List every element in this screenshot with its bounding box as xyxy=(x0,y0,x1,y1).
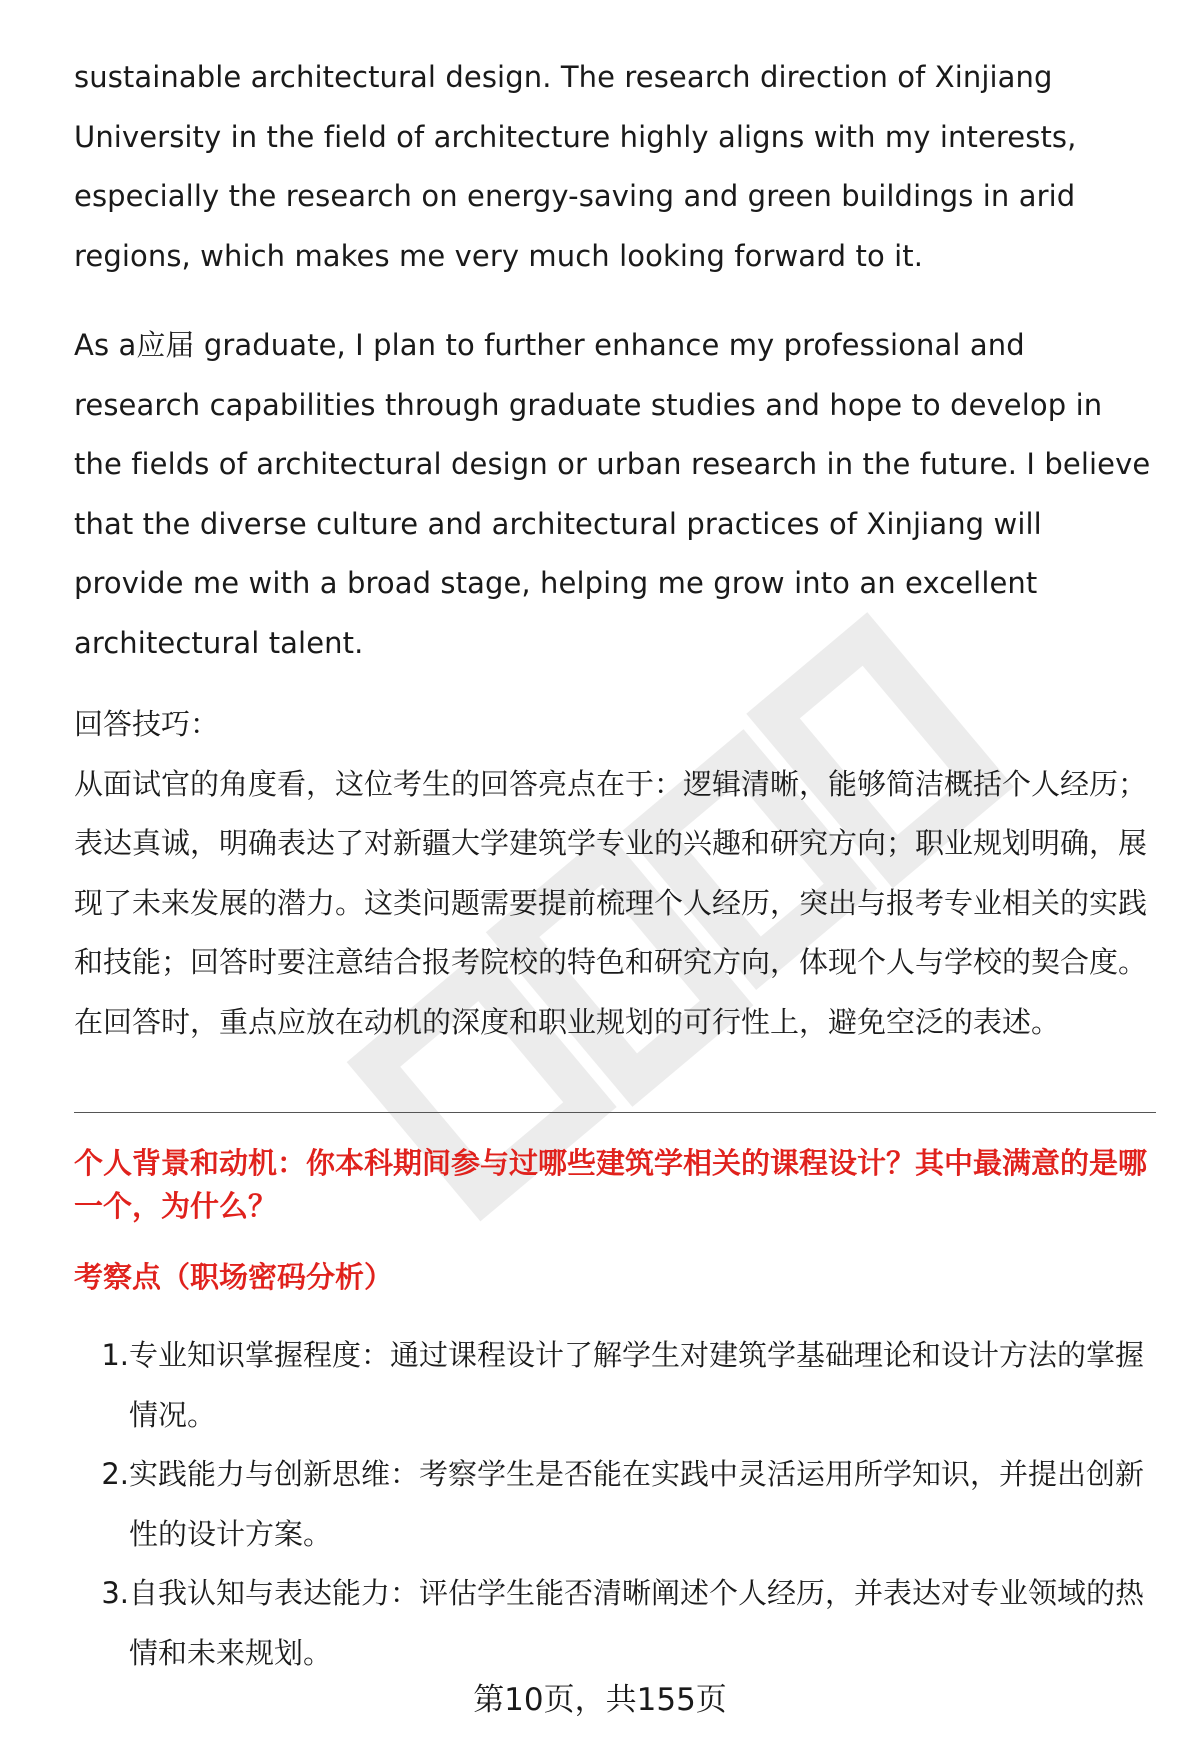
tips-paragraph: 从面试官的角度看，这位考生的回答亮点在于：逻辑清晰，能够简洁概括个人经历；表达真诚，明确表达了对新疆大学建筑学专业的兴趣和研究方向；职业规划明确，展现了未来发展的潜力。这类问题需要提前梳理个人经历，突出与报考专业相关的实践和技能；回答时要注意结合报考院校的特色和研究方向，体现个人与学校的契合度。在回答时，重点应放在动机的深度和职业规划的可行性上，避免空泛的表述。 xyxy=(74,766,1148,1039)
list-item xyxy=(74,1326,1159,1445)
list-item-number: 3. xyxy=(101,1576,129,1610)
document-body xyxy=(74,48,1154,1052)
list-item-number: 2. xyxy=(101,1457,129,1491)
list-item-text: 专业知识掌握程度：通过课程设计了解学生对建筑学基础理论和设计方法的掌握情况。 xyxy=(129,1338,1145,1432)
question-heading: 个人背景和动机：你本科期间参与过哪些建筑学相关的课程设计？其中最满意的是哪一个，为什么？ xyxy=(74,1146,1148,1223)
list-item xyxy=(74,1445,1159,1564)
list-item-number: 1. xyxy=(101,1338,129,1372)
list-item-text: 自我认知与表达能力：评估学生能否清晰阐述个人经历，并表达对专业领域的热情和未来规划。 xyxy=(129,1576,1145,1670)
page-number-footer: 第10页，共155页 xyxy=(473,1682,727,1718)
list-item-text: 实践能力与创新思维：考察学生是否能在实践中灵活运用所学知识，并提出创新性的设计方案。 xyxy=(129,1457,1145,1551)
analysis-points-list xyxy=(74,1326,1159,1683)
answer-paragraph-2: As a应届 graduate, I plan to further enhance my professional and research capabilities through graduate studies and hope to develop in the fields of architectural design or urban research in the future. I believe that the diverse culture and architectural practices of Xinjiang will provide me with a broad stage, helping me grow into an excellent architectural talent. xyxy=(74,328,1151,660)
answer-paragraph-1: sustainable architectural design. The research direction of Xinjiang University in the field of architecture highly aligns with my interests, especially the research on energy-saving and green buildings in arid regions, which makes me very much looking forward to it. xyxy=(74,60,1077,273)
list-item xyxy=(74,1564,1159,1683)
section-divider xyxy=(74,1112,1156,1113)
tips-heading: 回答技巧： xyxy=(74,707,220,741)
analysis-heading: 考察点（职场密码分析） xyxy=(74,1260,394,1294)
